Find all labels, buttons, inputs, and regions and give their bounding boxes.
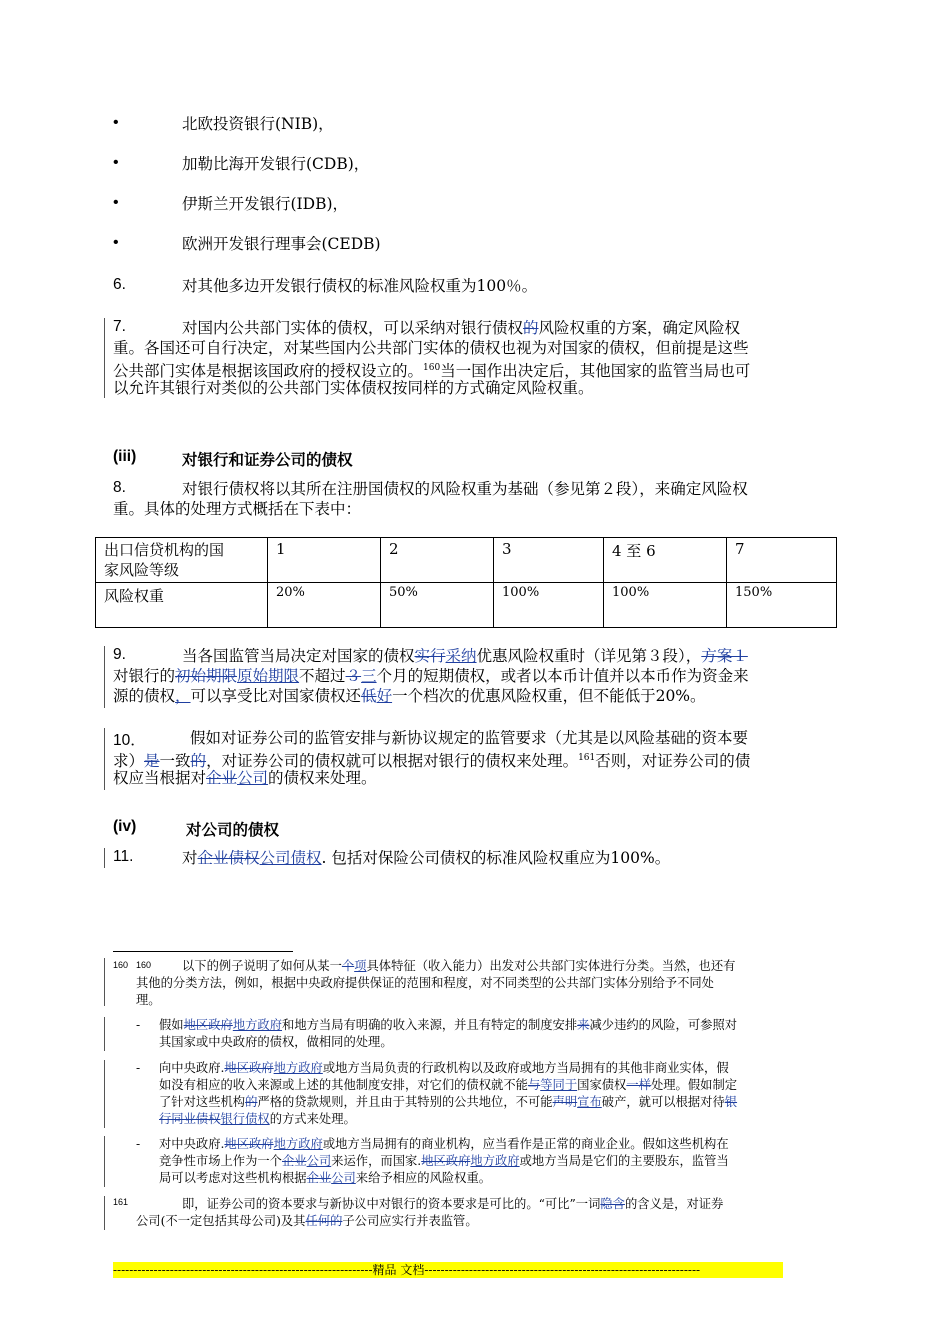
footnote-160-line: 理。 (136, 993, 161, 1007)
bullet-item: 欧洲开发银行理事会(CEDB) (182, 235, 381, 253)
table-cell: 1 (268, 538, 381, 583)
sub-item-line: 假如地区政府地方政府和地方当局有明确的收入来源，并且有特定的制度安排来减少违约的风险，可参照对 (159, 1018, 738, 1032)
paragraph-9-line: 源的债权，可以享受比对国家债权还低好一个档次的优惠风险权重，但不能低于20%。 (113, 687, 706, 705)
paragraph-number: 9. (113, 646, 126, 663)
table-row (96, 583, 837, 628)
paragraph-number: 10． (113, 732, 146, 749)
sub-item-line: 了针对这些机构的严格的贷款规则，并且由于其特别的公共地位，不可能声明宣布破产，就可以根据对待银 (159, 1095, 738, 1109)
section-heading: 对银行和证券公司的债权 (182, 452, 353, 469)
footer-banner: ----------------------------------------------------------------精品 文档-------------------------------------------------------------------- (113, 1262, 783, 1278)
paragraph-8-line: 重。具体的处理方式概括在下表中： (113, 500, 362, 518)
paragraph-7-line: 公共部门实体是根据该国政府的授权设立的。$^{160}$当一国作出决定后，其他国家的监管当局也可 (113, 362, 751, 381)
sub-item-line: 行同业债权银行债权的方式来处理。 (159, 1112, 356, 1126)
footnote-separator (113, 951, 293, 952)
change-bar (104, 1136, 105, 1187)
risk-weight-table (95, 537, 837, 628)
table-cell: 风险权重 (96, 583, 268, 628)
footnote-161-line: 公司(不一定包括其母公司)及其任何的子公司应实行并表监管。 (136, 1214, 478, 1228)
footnote-160-line: 以下的例子说明了如何从某一个项具体特征（收入能力）出发对公共部门实体进行分类。当然，也还有 (182, 959, 736, 973)
footnote-ref: 161 (578, 753, 596, 763)
paragraph-9-line: 当各国监管当局决定对国家的债权实行采纳优惠风险权重时（详见第３段），方案１ (182, 647, 748, 665)
change-bar (104, 848, 105, 868)
table-cell: 100% (604, 583, 727, 628)
paragraph-10-line: 求）是一致的，对证券公司的债权就可以根据对银行的债权来处理。$^{161}$否则，对证券公司的债 (113, 752, 751, 771)
table-cell: 20% (268, 583, 381, 628)
footnote-mark: 160 (136, 960, 152, 970)
paragraph-7-line: 对国内公共部门实体的债权，可以采纳对银行债权的风险权重的方案，确定风险权 (182, 319, 741, 337)
change-bar (104, 1060, 105, 1128)
bullet-marker: • (113, 154, 119, 171)
bullet-item: 伊斯兰开发银行(IDB)， (182, 195, 349, 213)
section-number: (iv) (113, 818, 137, 835)
list-dash: - (136, 1137, 141, 1151)
paragraph-10-line: 权应当根据对企业公司的债权来处理。 (113, 769, 377, 787)
sub-item-line: 竞争性市场上作为一个企业公司来运作，而国家.地区政府地方政府或地方当局是它们的主要股东，监管当 (159, 1154, 729, 1168)
footer-label: 精品 文档 (372, 1263, 425, 1277)
section-heading: 对公司的债权 (186, 822, 280, 839)
footnote-mark: 160 (113, 960, 129, 970)
change-bar (104, 646, 105, 708)
list-dash: - (136, 1018, 141, 1032)
change-bar (104, 958, 105, 1006)
table-row (96, 538, 837, 583)
table-cell: 50% (381, 583, 494, 628)
table-cell: 100% (494, 583, 604, 628)
table-cell: 2 (381, 538, 494, 583)
paragraph-number: 6. (113, 276, 126, 293)
change-bar (104, 728, 105, 790)
paragraph-9-line: 对银行的初始期限原始期限不超过３三个月的短期债权，或者以本币计值并以本币作为资金来 (113, 667, 749, 685)
sub-item-line: 如没有相应的收入来源或上述的其他制度安排，对它们的债权就不能与等同于国家债权一样处理。假如制定 (159, 1078, 738, 1092)
list-dash: - (136, 1061, 141, 1075)
paragraph-11-text: 对企业债权公司债权. 包括对保险公司债权的标准风险权重应为100%。 (182, 849, 671, 867)
footnote-mark: 161 (113, 1197, 129, 1207)
change-bar (104, 1017, 105, 1051)
bullet-item: 加勒比海开发银行(CDB)， (182, 155, 370, 173)
paragraph-6-text: 对其他多边开发银行债权的标准风险权重为100％。 (182, 277, 538, 295)
section-number: (iii) (113, 448, 137, 465)
table-cell: 150% (727, 583, 837, 628)
bullet-marker: • (113, 194, 119, 211)
sub-item-line: 对中央政府.地区政府地方政府或地方当局拥有的商业机构，应当看作是正常的商业企业。假如这些机构在 (159, 1137, 729, 1151)
paragraph-7-line: 重。各国还可自行决定，对某些国内公共部门实体的债权也视为对国家的债权，但前提是这些 (113, 339, 749, 357)
table-cell: 出口信贷机构的国 家风险等级 (96, 538, 268, 583)
sub-item-line: 向中央政府.地区政府地方政府或地方当局负责的行政机构以及政府或地方当局拥有的其他非商业实体，假 (159, 1061, 729, 1075)
paragraph-number: 11. (113, 848, 134, 865)
paragraph-8-line: 对银行债权将以其所在注册国债权的风险权重为基础（参见第２段），来确定风险权 (182, 480, 748, 498)
bullet-item: 北欧投资银行(NIB)， (182, 115, 334, 133)
paragraph-number: 7. (113, 318, 126, 335)
paragraph-10-line: 假如对证券公司的监管安排与新协议规定的监管要求（尤其是以风险基础的资本要 (190, 729, 749, 747)
bullet-marker: • (113, 234, 119, 251)
paragraph-7-line: 以允许其银行对类似的公共部门实体债权按同样的方式确定风险权重。 (113, 379, 594, 397)
footnote-ref: 160 (423, 363, 441, 373)
change-bar (104, 318, 105, 398)
table-cell: 7 (727, 538, 837, 583)
table-cell: 3 (494, 538, 604, 583)
sub-item-line: 局可以考虑对这些机构根据企业公司来给予相应的风险权重。 (159, 1171, 492, 1185)
change-bar (104, 1196, 105, 1230)
sub-item-line: 其国家或中央政府的债权，做相同的处理。 (159, 1035, 393, 1049)
paragraph-number: 8. (113, 479, 126, 496)
bullet-marker: • (113, 114, 119, 131)
footnote-160-line: 其他的分类方法，例如，根据中央政府提供保证的范围和程度，对不同类型的公共部门实体分别给予不同处 (136, 976, 714, 990)
table-cell: 4 至 6 (604, 538, 727, 583)
footnote-161-line: 即，证券公司的资本要求与新协议中对银行的资本要求是可比的。“可比”一词隐含的含义是，对证券 (182, 1197, 724, 1211)
